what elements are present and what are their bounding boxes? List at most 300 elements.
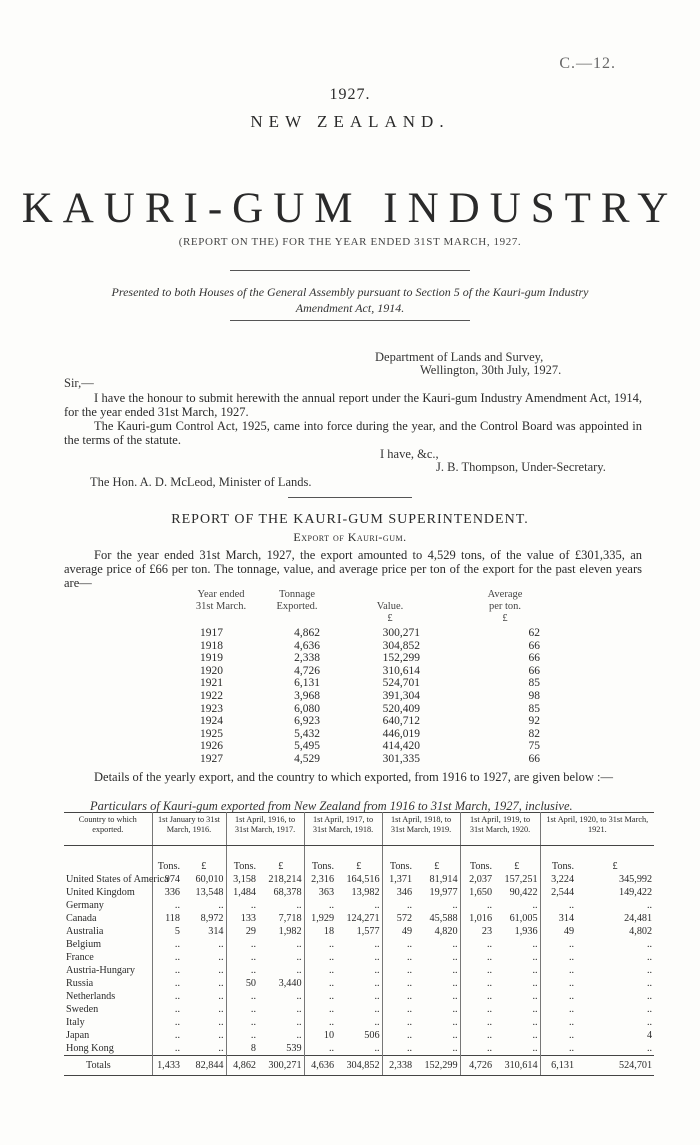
totals-row (64, 1056, 654, 1076)
cell-tons: 6,131 (540, 1056, 576, 1076)
unit-tons: Tons. (469, 861, 493, 872)
cell-value: .. (182, 964, 226, 977)
cell-tons: 8 (250, 1043, 257, 1054)
divider-bottom (230, 320, 470, 321)
cell-value: .. (414, 951, 460, 964)
summary-row (0, 690, 700, 703)
cell-tons: .. (328, 1017, 335, 1028)
country-name: Belgium (64, 938, 152, 951)
header-period: 1st April, 1918, to 31st March, 1919. (382, 813, 460, 846)
cell-tons: .. (486, 978, 493, 989)
unit-pounds: £ (494, 846, 540, 874)
divider-top (230, 270, 470, 271)
cell-tons: 49 (401, 926, 413, 937)
cell-value: .. (647, 965, 653, 976)
cell-value: .. (647, 991, 653, 1002)
summary-avg: 66 (528, 652, 540, 665)
cell-value: .. (182, 938, 226, 951)
cell-value: .. (647, 952, 653, 963)
cell-value: 218,214 (258, 873, 304, 886)
particulars-table-container (64, 812, 654, 1076)
cell-tons: .. (174, 1030, 180, 1041)
country-heading: NEW ZEALAND. (250, 112, 450, 131)
cell-value: 45,588 (414, 912, 460, 925)
unit-pounds: £ (612, 861, 618, 872)
cell-tons: .. (250, 1017, 257, 1028)
cell-value: 4,820 (414, 925, 460, 938)
cell-value: 7,718 (258, 912, 304, 925)
cell-value: .. (494, 1003, 540, 1016)
cell-tons: 1,929 (311, 913, 335, 924)
cell-tons: .. (406, 900, 413, 911)
summary-year: 1920 (200, 664, 223, 677)
cell-value: .. (414, 964, 460, 977)
cell-tons: .. (250, 991, 257, 1002)
cell-value: .. (258, 964, 304, 977)
country-name: Japan (64, 1029, 152, 1042)
cell-tons: .. (406, 965, 413, 976)
country-name: Russia (64, 977, 152, 990)
unit-tons: Tons. (233, 861, 257, 872)
summary-value: 524,701 (382, 677, 420, 690)
cell-tons: .. (568, 1030, 575, 1041)
cell-value: .. (414, 1003, 460, 1016)
summary-value: 300,271 (382, 627, 420, 639)
cell-value: .. (336, 951, 382, 964)
header-period: 1st January to 31st March, 1916. (152, 813, 226, 846)
cell-value: .. (182, 1042, 226, 1056)
cell-value: 164,516 (336, 873, 382, 886)
summary-value: 304,852 (382, 639, 420, 652)
summary-tons: 4,726 (294, 664, 320, 677)
summary-year: 1919 (200, 652, 223, 665)
cell-value: .. (414, 1042, 460, 1056)
export-summary-table (0, 589, 700, 765)
country-name: Italy (64, 1016, 152, 1029)
cell-tons: 2,338 (382, 1056, 414, 1076)
units-row (64, 846, 654, 874)
summary-value: 520,409 (382, 702, 420, 715)
header-country: Country to which exported. (64, 813, 152, 846)
cell-value: 4,802 (629, 926, 653, 937)
letter-body (64, 391, 642, 447)
col-avg-header: Average per ton. (487, 589, 523, 612)
cell-value: .. (647, 1017, 653, 1028)
table-row (64, 977, 654, 990)
table-row (64, 873, 654, 886)
summary-avg: 66 (528, 664, 540, 677)
summary-year: 1918 (200, 639, 223, 652)
summary-year: 1926 (200, 740, 223, 753)
cell-tons: 2,316 (311, 874, 335, 885)
cell-tons: 572 (396, 913, 413, 924)
cell-value: .. (494, 899, 540, 912)
report-year: 1927. (329, 86, 371, 103)
country-name: Canada (64, 912, 152, 925)
presented-note (64, 284, 636, 316)
summary-tons: 3,968 (294, 690, 320, 702)
cell-value: 300,271 (258, 1056, 304, 1076)
cell-tons: .. (174, 978, 180, 989)
country-name: France (64, 951, 152, 964)
cell-value: 1,936 (494, 925, 540, 938)
report-heading: REPORT OF THE KAURI-GUM SUPERINTENDENT. (171, 512, 529, 527)
summary-avg: 66 (528, 753, 540, 765)
cell-tons: .. (250, 1004, 257, 1015)
cell-tons: .. (406, 1004, 413, 1015)
cell-value: .. (647, 900, 653, 911)
cell-value: .. (182, 1016, 226, 1029)
cell-tons: .. (568, 1043, 575, 1054)
unit-tons: Tons. (311, 861, 335, 872)
table-row (64, 899, 654, 912)
cell-tons: .. (174, 939, 180, 950)
cell-value: .. (647, 1043, 653, 1054)
cell-value: 345,992 (618, 874, 653, 885)
country-name: United States of America (66, 874, 169, 885)
cell-tons: 3,158 (233, 874, 257, 885)
table-row (64, 938, 654, 951)
totals-label: Totals (64, 1056, 152, 1076)
cell-value: .. (494, 990, 540, 1003)
details-text: Details of the yearly export, and the country to which exported, from 1916 to 1927, are given below :— (94, 770, 613, 784)
cell-tons: 336 (164, 887, 180, 898)
summary-tons: 4,862 (294, 627, 320, 639)
table-row (64, 1016, 654, 1029)
unit-tons: Tons. (389, 861, 413, 872)
cell-tons: .. (174, 1004, 180, 1015)
summary-tons: 6,923 (294, 715, 320, 728)
cell-tons: .. (174, 991, 180, 1002)
cell-tons: 50 (245, 978, 257, 989)
cell-tons: 1,484 (233, 887, 257, 898)
cell-tons: .. (486, 939, 493, 950)
summary-tons: 6,080 (294, 702, 320, 715)
cell-value: 310,614 (494, 1056, 540, 1076)
cell-tons: 363 (318, 887, 335, 898)
report-intro-text: For the year ended 31st March, 1927, the export amounted to 4,529 tons, of the value of £301,335, an average price of £66 per ton. The tonnage, value, and average price per ton of the export for the past eleven years are— (64, 548, 642, 590)
cell-tons: .. (406, 939, 413, 950)
cell-tons: .. (328, 939, 335, 950)
cell-tons: 118 (165, 913, 180, 924)
cell-value: .. (494, 977, 540, 990)
summary-value: 391,304 (382, 690, 420, 702)
cell-tons: .. (250, 939, 257, 950)
summary-value: 640,712 (382, 715, 420, 728)
summary-avg: 62 (528, 627, 540, 639)
cell-value: 82,844 (182, 1056, 226, 1076)
letter-addressee: The Hon. A. D. McLeod, Minister of Lands. (90, 475, 312, 489)
summary-row (0, 715, 700, 728)
cell-value: .. (414, 977, 460, 990)
cell-value: 124,271 (336, 912, 382, 925)
cell-tons: 5 (174, 926, 180, 937)
summary-row (0, 728, 700, 741)
cell-value: 24,481 (624, 913, 653, 924)
cell-tons: 346 (396, 887, 413, 898)
country-name: Hong Kong (64, 1042, 152, 1056)
unit-tons: Tons. (551, 861, 575, 872)
table-row (64, 912, 654, 925)
cell-tons: .. (406, 1043, 413, 1054)
cell-value: .. (258, 938, 304, 951)
cell-tons: .. (250, 1030, 257, 1041)
header-period: 1st April, 1920, to 31st March, 1921. (540, 813, 654, 846)
summary-tons: 5,432 (294, 727, 320, 740)
cell-value: 157,251 (494, 873, 540, 886)
header-period: 1st April, 1917, to 31st March, 1918. (304, 813, 382, 846)
summary-year: 1924 (200, 715, 223, 728)
cell-tons: .. (328, 1004, 335, 1015)
summary-tons: 4,636 (294, 639, 320, 652)
summary-tons: 5,495 (294, 740, 320, 753)
report-intro (64, 548, 642, 590)
dept-address: Department of Lands and Survey, (375, 350, 544, 364)
cell-value: 524,701 (576, 1056, 654, 1076)
presented-line-2: Amendment Act, 1914. (295, 301, 405, 315)
cell-value: .. (258, 899, 304, 912)
cell-value: .. (336, 1042, 382, 1056)
cell-tons: .. (568, 978, 575, 989)
summary-tons: 4,529 (294, 753, 320, 765)
cell-tons: .. (174, 900, 180, 911)
cell-value: .. (414, 1029, 460, 1042)
divider-report (288, 497, 412, 498)
cell-tons: .. (250, 900, 257, 911)
cell-value: 506 (336, 1029, 382, 1042)
cell-tons: .. (250, 952, 257, 963)
cell-value: .. (182, 1003, 226, 1016)
summary-tons: 2,338 (294, 652, 320, 665)
cell-tons: .. (406, 1017, 413, 1028)
cell-value: .. (336, 1003, 382, 1016)
cell-tons: .. (406, 978, 413, 989)
cell-tons: .. (568, 900, 575, 911)
cell-tons: .. (406, 952, 413, 963)
salutation: Sir,— (64, 376, 94, 390)
cell-tons: .. (568, 1017, 575, 1028)
table-row (64, 990, 654, 1003)
cell-tons: 314 (558, 913, 575, 924)
cell-tons: .. (328, 978, 335, 989)
cell-value: .. (336, 990, 382, 1003)
summary-value: 446,019 (382, 727, 420, 740)
cell-value: .. (494, 964, 540, 977)
cell-tons: 974 (164, 874, 180, 885)
col-value-unit: £ (387, 613, 393, 624)
summary-year: 1923 (200, 702, 223, 715)
cell-value: 13,982 (336, 886, 382, 899)
cell-value: .. (494, 1029, 540, 1042)
summary-tons: 6,131 (294, 677, 320, 690)
cell-tons: .. (406, 991, 413, 1002)
cell-value: 13,548 (182, 886, 226, 899)
cell-tons: .. (174, 1043, 180, 1054)
letter-paragraph-2: The Kauri-gum Control Act, 1925, came into force during the year, and the Control Board was appointed in the terms of the statute. (64, 419, 642, 447)
cell-tons: .. (486, 1030, 493, 1041)
summary-year: 1925 (200, 727, 223, 740)
cell-value: .. (494, 1042, 540, 1056)
cell-tons: 2,544 (551, 887, 575, 898)
col-year-header: Year ended 31st March. (195, 589, 247, 612)
cell-value: .. (182, 977, 226, 990)
cell-value: .. (258, 990, 304, 1003)
cell-value: 1,577 (336, 925, 382, 938)
cell-value: 314 (182, 925, 226, 938)
summary-row (0, 665, 700, 678)
cell-value: 1,982 (258, 925, 304, 938)
cell-value: .. (182, 951, 226, 964)
particulars-table (64, 812, 654, 1076)
cell-value: .. (182, 990, 226, 1003)
country-name: Australia (64, 925, 152, 938)
unit-pounds: £ (182, 846, 226, 874)
letter-paragraph-1: I have the honour to submit herewith the annual report under the Kauri-gum Industry Amendment Act, 1914, for the year ended 31st March, 1927. (64, 391, 642, 419)
presented-line-1: Presented to both Houses of the General Assembly pursuant to Section 5 of the Kauri-gum Industry (111, 285, 589, 299)
cell-value: .. (336, 899, 382, 912)
table-row (64, 925, 654, 938)
cell-value: .. (182, 1029, 226, 1042)
summary-value: 301,335 (382, 753, 420, 765)
cell-value: 90,422 (494, 886, 540, 899)
summary-row (0, 640, 700, 653)
page-title: KAURI-GUM INDUSTRY (21, 185, 679, 232)
cell-value: .. (258, 951, 304, 964)
cell-value: .. (336, 977, 382, 990)
country-name: Netherlands (64, 990, 152, 1003)
country-name: Sweden (64, 1003, 152, 1016)
cell-value: .. (182, 899, 226, 912)
cell-tons: .. (568, 952, 575, 963)
cell-tons: 29 (245, 926, 257, 937)
cell-tons: 2,037 (469, 874, 493, 885)
cell-tons: 23 (481, 926, 493, 937)
report-reference: C.—12. (559, 55, 616, 72)
summary-row (0, 627, 700, 640)
report-subheading: Export of Kauri-gum. (293, 530, 407, 544)
summary-row (0, 740, 700, 753)
units-spacer (64, 846, 152, 874)
cell-tons: .. (568, 1004, 575, 1015)
cell-tons: .. (486, 1017, 493, 1028)
cell-value: 3,440 (258, 977, 304, 990)
letter-signature: J. B. Thompson, Under-Secretary. (436, 460, 606, 474)
table-row (64, 886, 654, 899)
summary-year: 1922 (200, 690, 223, 702)
col-tonnage-header: Tonnage Exported. (276, 589, 318, 612)
cell-tons: 4,636 (304, 1056, 336, 1076)
cell-tons: .. (568, 939, 575, 950)
cell-tons: .. (174, 965, 180, 976)
summary-value: 310,614 (382, 664, 420, 677)
cell-value: .. (258, 1016, 304, 1029)
cell-tons: .. (328, 952, 335, 963)
unit-pounds: £ (414, 846, 460, 874)
page-subtitle: (REPORT ON THE) FOR THE YEAR ENDED 31ST MARCH, 1927. (178, 236, 522, 248)
summary-avg: 75 (528, 740, 540, 753)
cell-tons: 49 (563, 926, 575, 937)
cell-tons: .. (486, 1004, 493, 1015)
cell-value: .. (647, 978, 653, 989)
details-paragraph (64, 770, 642, 784)
cell-value: .. (647, 1004, 653, 1015)
cell-tons: 3,224 (551, 874, 575, 885)
cell-value: 149,422 (618, 887, 653, 898)
cell-value: .. (494, 938, 540, 951)
cell-tons: .. (486, 952, 493, 963)
cell-value: .. (258, 1003, 304, 1016)
summary-value: 414,420 (382, 740, 420, 753)
cell-tons: .. (486, 965, 493, 976)
cell-tons: .. (486, 1043, 493, 1054)
cell-value: .. (647, 939, 653, 950)
table-row (64, 1042, 654, 1056)
particulars-body (64, 846, 654, 1076)
cell-value: 4 (647, 1030, 653, 1041)
cell-tons: .. (328, 965, 335, 976)
summary-row (0, 652, 700, 665)
cell-value: .. (414, 899, 460, 912)
particulars-header-row (64, 813, 654, 846)
cell-value: .. (336, 964, 382, 977)
cell-value: .. (494, 1016, 540, 1029)
country-name: Austria-Hungary (64, 964, 152, 977)
cell-tons: 1,371 (389, 874, 413, 885)
summary-row (0, 703, 700, 716)
cell-value: .. (336, 1016, 382, 1029)
cell-tons: 10 (323, 1030, 335, 1041)
table-row (64, 1029, 654, 1042)
header-period: 1st April, 1919, to 31st March, 1920. (460, 813, 540, 846)
cell-value: 68,378 (258, 886, 304, 899)
summary-year: 1917 (200, 627, 223, 639)
country-name: Germany (64, 899, 152, 912)
cell-tons: .. (250, 965, 257, 976)
summary-avg: 82 (528, 727, 540, 740)
cell-tons: .. (174, 952, 180, 963)
cell-tons: 133 (240, 913, 257, 924)
unit-pounds: £ (258, 846, 304, 874)
cell-value: 304,852 (336, 1056, 382, 1076)
cell-tons: .. (486, 991, 493, 1002)
cell-value: .. (414, 1016, 460, 1029)
cell-tons: 1,016 (469, 913, 493, 924)
cell-value: 152,299 (414, 1056, 460, 1076)
col-avg-unit: £ (502, 613, 508, 624)
summary-avg: 98 (528, 690, 540, 702)
summary-row (0, 753, 700, 766)
cell-value: 539 (258, 1042, 304, 1056)
table-row (64, 1003, 654, 1016)
header-period: 1st April, 1916, to 31st March, 1917. (226, 813, 304, 846)
summary-avg: 85 (528, 677, 540, 690)
country-name: United Kingdom (64, 886, 152, 899)
cell-tons: 4,726 (460, 1056, 494, 1076)
cell-value: .. (414, 938, 460, 951)
table-row (64, 964, 654, 977)
cell-tons: .. (328, 900, 335, 911)
summary-row (0, 677, 700, 690)
cell-value: .. (258, 1029, 304, 1042)
col-value-header: Value. (376, 601, 404, 612)
particulars-title: Particulars of Kauri-gum exported from New Zealand from 1916 to 31st March, 1927, inclusive. (90, 799, 573, 813)
cell-value: 81,914 (414, 873, 460, 886)
cell-tons: .. (328, 1043, 335, 1054)
table-row (64, 951, 654, 964)
cell-value: .. (336, 938, 382, 951)
cell-tons: .. (486, 900, 493, 911)
unit-pounds: £ (336, 846, 382, 874)
